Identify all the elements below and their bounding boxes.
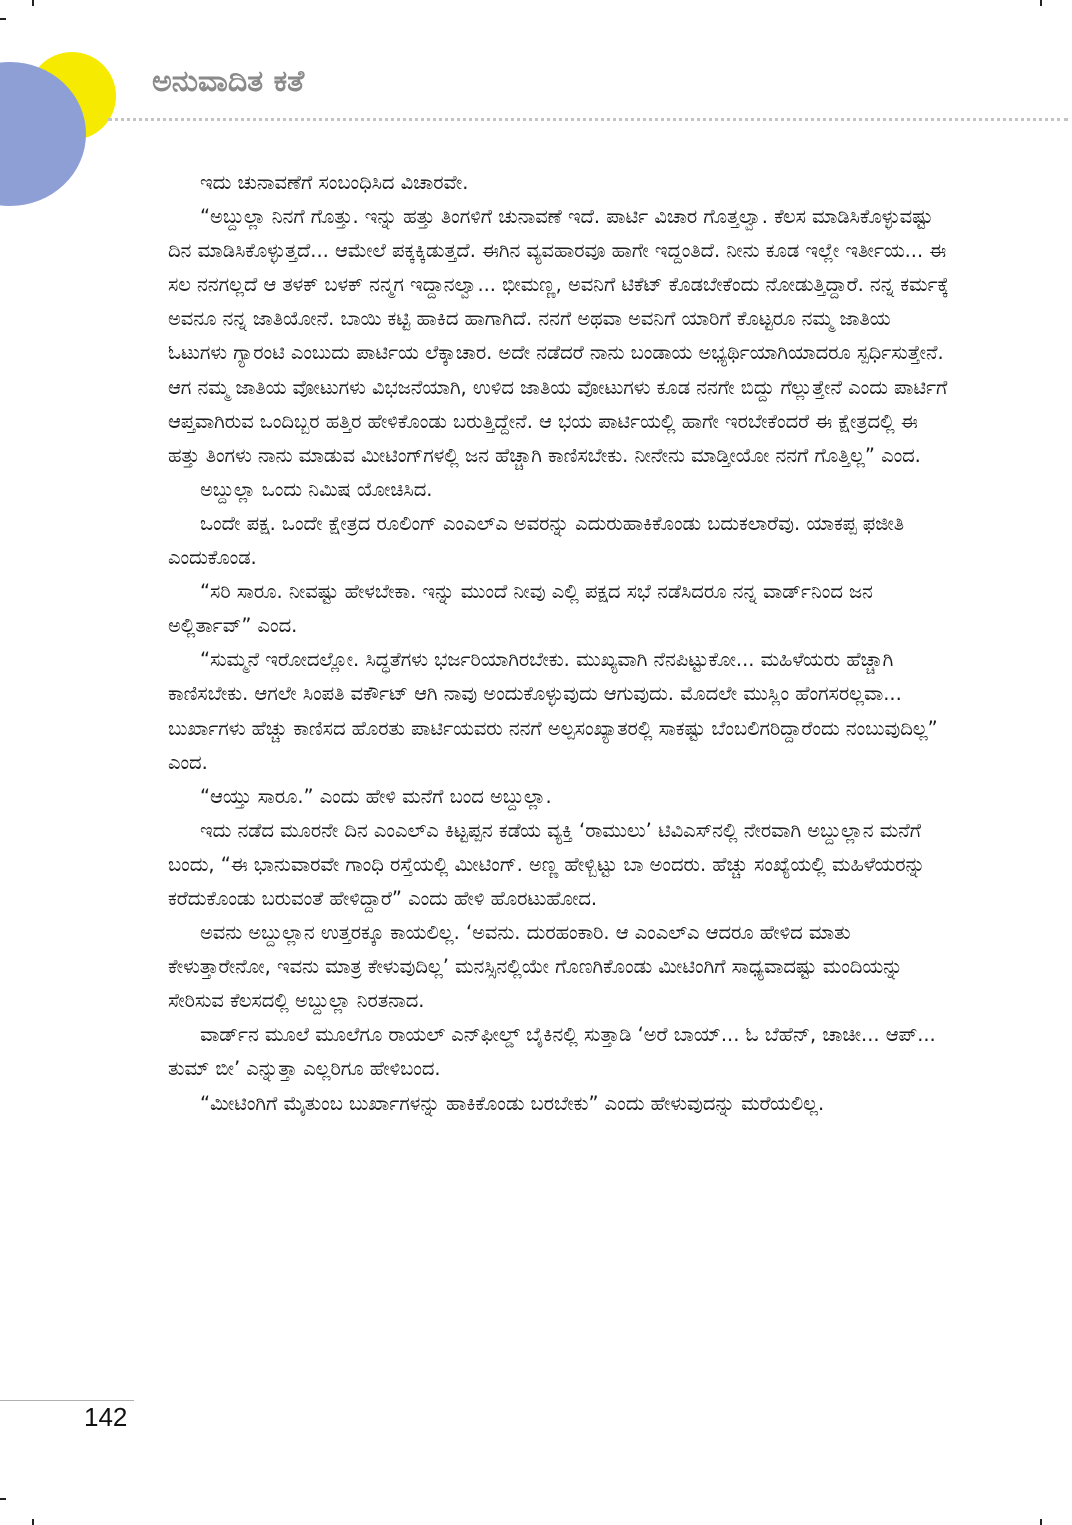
paragraph: “ಆಯ್ತು ಸಾರೂ.” ಎಂದು ಹೇಳಿ ಮನೆಗೆ ಬಂದ ಅಬ್ದುಲ್ಲಾ. xyxy=(200,784,552,808)
crop-mark xyxy=(0,1498,6,1500)
paragraph: ಒಂದೇ ಪಕ್ಷ. ಒಂದೇ ಕ್ಷೇತ್ರದ ರೂಲಿಂಗ್ ಎಂಎಲ್‌ಎ ಅವರನ್ನು ಎದುರುಹಾಕಿಕೊಂಡು ಬದುಕಲಾರೆವು. ಯಾಕಪ್ಪ ಫಜೀತಿ ಎಂದುಕೊಂಡ. xyxy=(168,511,905,570)
crop-mark xyxy=(0,18,6,20)
paragraph: ಅವನು ಅಬ್ದುಲ್ಲಾನ ಉತ್ತರಕ್ಕೂ ಕಾಯಲಿಲ್ಲ. ‘ಅವನು. ದುರಹಂಕಾರಿ. ಆ ಎಂಎಲ್‌ಎ ಆದರೂ ಹೇಳಿದ ಮಾತು ಕೇಳುತ್ತಾರೇನೋ, ಇವನು ಮಾತ್ರ ಕೇಳುವುದಿಲ್ಲ’ ಮನಸ್ಸಿನಲ್ಲಿಯೇ ಗೊಣಗಿಕೊಂಡು ಮೀಟಿಂಗಿಗೆ ಸಾಧ್ಯವಾದಷ್ಟು ಮಂದಿಯನ್ನು ಸೇರಿಸುವ ಕೆಲಸದಲ್ಲಿ ಅಬ್ದುಲ್ಲಾ ನಿರತನಾದ. xyxy=(168,921,903,1013)
paragraph: ಇದು ನಡೆದ ಮೂರನೇ ದಿನ ಎಂಎಲ್‌ಎ ಕಿಟ್ಟಪ್ಪನ ಕಡೆಯ ವ್ಯಕ್ತಿ ‘ರಾಮುಲು’ ಟಿವಿಎಸ್‌ನಲ್ಲಿ ನೇರವಾಗಿ ಅಬ್ದುಲ್ಲಾನ ಮನೆಗೆ ಬಂದು, “ಈ ಭಾನುವಾರವೇ ಗಾಂಧಿ ರಸ್ತೆಯಲ್ಲಿ ಮೀಟಿಂಗ್. ಅಣ್ಣ ಹೇಳ್ಬಿಟ್ಟು ಬಾ ಅಂದರು. ಹೆಚ್ಚು ಸಂಖ್ಯೆಯಲ್ಲಿ ಮಹಿಳೆಯರನ್ನು ಕರೆದುಕೊಂಡು ಬರುವಂತೆ ಹೇಳಿದ್ದಾರೆ” ಎಂದು ಹೇಳಿ ಹೊರಟುಹೋದ. xyxy=(168,818,926,910)
paragraph: ಅಬ್ದುಲ್ಲಾ ಒಂದು ನಿಮಿಷ ಯೋಚಿಸಿದ. xyxy=(200,477,433,501)
crop-mark xyxy=(32,0,34,6)
crop-mark xyxy=(32,1519,34,1525)
paragraph: “ಮೀಟಿಂಗಿಗೆ ಮೈತುಂಬ ಬುರ್ಖಾಗಳನ್ನು ಹಾಕಿಕೊಂಡು ಬರಬೇಕು” ಎಂದು ಹೇಳುವುದನ್ನು ಮರೆಯಲಿಲ್ಲ. xyxy=(200,1091,825,1115)
paragraph: “ಸುಮ್ಮನೆ ಇರೋದಲ್ಲೋ. ಸಿದ್ಧತೆಗಳು ಭರ್ಜರಿಯಾಗಿರಬೇಕು. ಮುಖ್ಯವಾಗಿ ನೆನಪಿಟ್ಟುಕೋ... ಮಹಿಳೆಯರು ಹೆಚ್ಚಾಗಿ ಕಾಣಿಸಬೇಕು. ಆಗಲೇ ಸಿಂಪತಿ ವರ್ಕೌಟ್ ಆಗಿ ನಾವು ಅಂದುಕೊಳ್ಳುವುದು ಆಗುವುದು. ಮೊದಲೇ ಮುಸ್ಲಿಂ ಹೆಂಗಸರಲ್ಲವಾ... ಬುರ್ಖಾಗಳು ಹೆಚ್ಚು ಕಾಣಿಸದ ಹೊರತು ಪಾರ್ಟಿಯವರು ನನಗೆ ಅಲ್ಪಸಂಖ್ಯಾತರಲ್ಲಿ ಸಾಕಷ್ಟು ಬೆಂಬಲಿಗರಿದ್ದಾರೆಂದು ನಂಬುವುದಿಲ್ಲ” ಎಂದ. xyxy=(168,648,938,774)
crop-mark xyxy=(1040,0,1042,6)
story-body xyxy=(168,166,950,1121)
page-number: 142 xyxy=(84,1402,128,1432)
paragraph: ಇದು ಚುನಾವಣೆಗೆ ಸಂಬಂಧಿಸಿದ ವಿಚಾರವೇ. xyxy=(200,171,469,194)
folio-rule xyxy=(0,1400,134,1401)
section-title: ಅನುವಾದಿತ ಕತೆ xyxy=(152,64,305,99)
crop-mark xyxy=(1040,1519,1042,1525)
paragraph: “ಅಬ್ದುಲ್ಲಾ ನಿನಗೆ ಗೊತ್ತು. ಇನ್ನು ಹತ್ತು ತಿಂಗಳಿಗೆ ಚುನಾವಣೆ ಇದೆ. ಪಾರ್ಟಿ ವಿಚಾರ ಗೊತ್ತಲ್ವಾ. ಕೆಲಸ ಮಾಡಿಸಿಕೊಳ್ಳುವಷ್ಟು ದಿನ ಮಾಡಿಸಿಕೊಳ್ಳುತ್ತದೆ... ಆಮೇಲೆ ಪಕ್ಕಕ್ಕಿಡುತ್ತದೆ. ಈಗಿನ ವ್ಯವಹಾರವೂ ಹಾಗೇ ಇದ್ದಂತಿದೆ. ನೀನು ಕೂಡ ಇಲ್ಲೇ ಇರ್ತೀಯ... ಈ ಸಲ ನನಗಲ್ಲದೆ ಆ ತಳಕ್ ಬಳಕ್ ನನ್ಮಗ ಇದ್ದಾನಲ್ವಾ... ಭೀಮಣ್ಣ, ಅವನಿಗೆ ಟಿಕೆಟ್ ಕೊಡಬೇಕೆಂದು ನೋಡುತ್ತಿದ್ದಾರೆ. ನನ್ನ ಕರ್ಮಕ್ಕೆ ಅವನೂ ನನ್ನ ಜಾತಿಯೋನೆ. ಬಾಯಿ ಕಟ್ಟಿ ಹಾಕಿದ ಹಾಗಾಗಿದೆ. ನನಗೆ ಅಥವಾ ಅವನಿಗೆ ಯಾರಿಗೆ ಕೊಟ್ಟರೂ ನಮ್ಮ ಜಾತಿಯ ಓಟುಗಳು ಗ್ಯಾರಂಟಿ ಎಂಬುದು ಪಾರ್ಟಿಯ ಲೆಕ್ಕಾಚಾರ. ಅದೇ ನಡೆದರೆ ನಾನು ಬಂಡಾಯ ಅಭ್ಯರ್ಥಿಯಾಗಿಯಾದರೂ ಸ್ಪರ್ಧಿಸುತ್ತೇನೆ. ಆಗ ನಮ್ಮ ಜಾತಿಯ ವೋಟುಗಳು ವಿಭಜನೆಯಾಗಿ, ಉಳಿದ ಜಾತಿಯ ವೋಟುಗಳು ಕೂಡ ನನಗೇ ಬಿದ್ದು ಗೆಲ್ಲುತ್ತೇನೆ ಎಂದು ಪಾರ್ಟಿಗೆ ಆಪ್ತವಾಗಿರುವ ಒಂದಿಬ್ಬರ ಹತ್ತಿರ ಹೇಳಿಕೊಂಡು ಬರುತ್ತಿದ್ದೇನೆ. ಆ ಭಯ ಪಾರ್ಟಿಯಲ್ಲಿ ಹಾಗೇ ಇರಬೇಕೆಂದರೆ ಈ ಕ್ಷೇತ್ರದಲ್ಲಿ ಈ ಹತ್ತು ತಿಂಗಳು ನಾನು ಮಾಡುವ ಮೀಟಿಂಗ್‌ಗಳಲ್ಲಿ ಜನ ಹೆಚ್ಚಾಗಿ ಕಾಣಿಸಬೇಕು. ನೀನೇನು ಮಾಡ್ತೀಯೋ ನನಗೆ ಗೊತ್ತಿಲ್ಲ” ಎಂದ. xyxy=(168,205,949,467)
header-dotted-rule xyxy=(108,118,1068,121)
paragraph: ವಾರ್ಡ್‌ನ ಮೂಲೆ ಮೂಲೆಗೂ ರಾಯಲ್ ಎನ್‌ಫೀಲ್ಡ್ ಬೈಕಿನಲ್ಲಿ ಸುತ್ತಾಡಿ ‘ಅರೆ ಬಾಯ್... ಓ ಬೆಹೆನ್, ಚಾಚೀ... ಆಪ್... ತುಮ್ ಬೀ’ ಎನ್ನುತ್ತಾ ಎಲ್ಲರಿಗೂ ಹೇಳಿಬಂದ. xyxy=(168,1023,936,1081)
paragraph: “ಸರಿ ಸಾರೂ. ನೀವಷ್ಟು ಹೇಳಬೇಕಾ. ಇನ್ನು ಮುಂದೆ ನೀವು ಎಲ್ಲಿ ಪಕ್ಷದ ಸಭೆ ನಡೆಸಿದರೂ ನನ್ನ ವಾರ್ಡ್‌ನಿಂದ ಜನ ಅಲ್ಲಿರ್ತಾವ್” ಎಂದ. xyxy=(168,580,873,638)
